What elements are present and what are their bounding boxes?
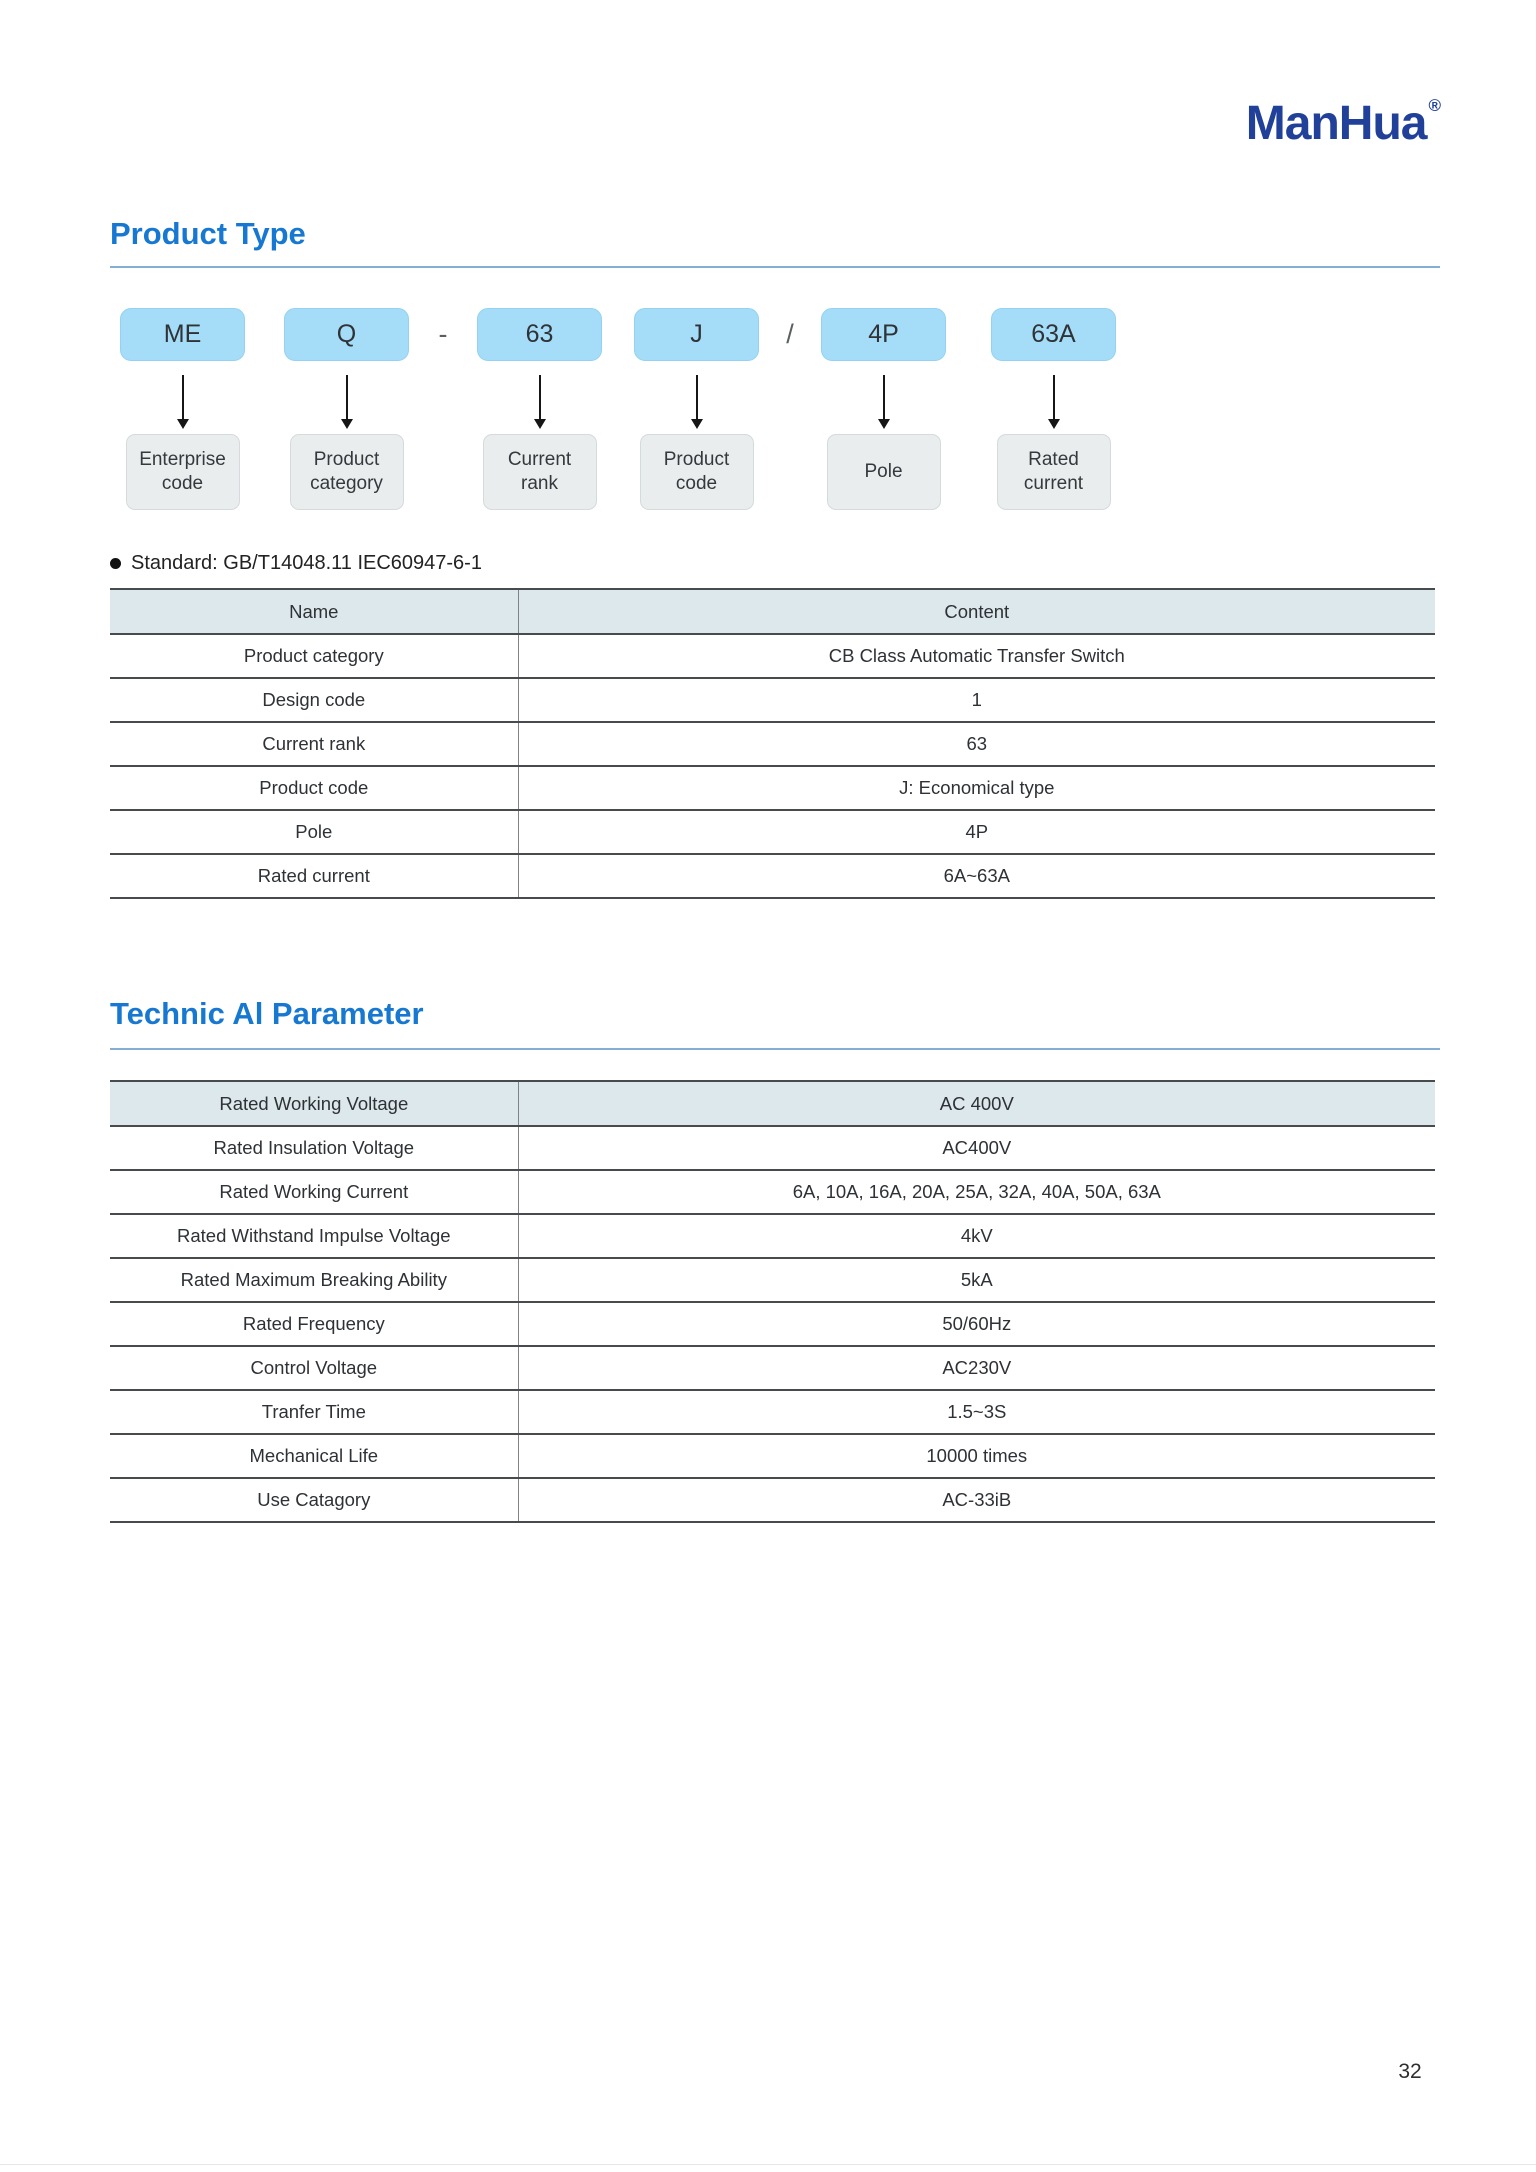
row-name: Rated Maximum Breaking Ability [110,1258,518,1302]
row-content: 4kV [960,1225,993,1246]
row-content: 6A, 10A, 16A, 20A, 25A, 32A, 40A, 50A, 63A [792,1181,1161,1202]
diagram-column-current-rank [477,308,602,510]
table-row [110,722,1435,766]
row-content: 4P [965,821,989,842]
code-box: 4P [821,308,946,361]
down-arrow-icon [341,375,353,431]
page-bottom-divider [0,2164,1536,2165]
table-row [110,1478,1435,1522]
row-name: Control Voltage [110,1346,518,1390]
section-title-product-type: Product Type [110,216,306,251]
row-content: 6A~63A [943,865,1010,886]
row-content: 50/60Hz [942,1313,1012,1334]
table-row [110,1346,1435,1390]
row-content: AC230V [942,1357,1012,1378]
down-arrow-icon [691,375,703,431]
row-content: 5kA [960,1269,993,1290]
row-content: CB Class Automatic Transfer Switch [828,645,1125,666]
type-code-diagram [120,308,1116,510]
row-name: Rated Working Voltage [110,1081,518,1126]
row-name: Rated Frequency [110,1302,518,1346]
row-content: J: Economical type [899,777,1055,798]
code-separator-dash: - [438,319,448,349]
table-row [110,1390,1435,1434]
code-label: Current rank [483,434,597,510]
table-row [110,1214,1435,1258]
table-row [110,854,1435,898]
technical-parameter-table [110,1080,1435,1523]
row-name: Rated Working Current [110,1170,518,1214]
row-content: 1 [971,689,982,710]
bullet-icon [110,558,121,569]
row-content: 10000 times [926,1445,1028,1466]
code-separator-slash: / [786,319,794,349]
code-label: Rated current [997,434,1111,510]
table-row [110,634,1435,678]
table-row [110,1126,1435,1170]
standard-note [110,552,482,575]
code-label: Enterprise code [126,434,240,510]
row-name: Current rank [110,722,518,766]
row-name: Rated Withstand Impulse Voltage [110,1214,518,1258]
page-number: 32 [1398,2060,1422,2083]
diagram-column-enterprise-code [120,308,245,510]
table-row [110,766,1435,810]
code-box: ME [120,308,245,361]
brand-logo-text: ManHua [1245,97,1427,150]
column-header-content: Content [518,589,1435,634]
column-header-name: Name [110,589,518,634]
row-name: Design code [110,678,518,722]
row-name: Mechanical Life [110,1434,518,1478]
row-name: Use Catagory [110,1478,518,1522]
code-box: J [634,308,759,361]
table-row [110,1170,1435,1214]
down-arrow-icon [878,375,890,431]
diagram-column-pole [821,308,946,510]
code-label: Product code [640,434,754,510]
section-title-technical-parameter: Technic Al Parameter [110,996,424,1031]
section-rule [110,266,1440,268]
table-row [110,1434,1435,1478]
code-box: 63 [477,308,602,361]
row-content: 63 [966,733,988,754]
code-label: Pole [827,434,941,510]
row-name: Rated current [110,854,518,898]
row-name: Product category [110,634,518,678]
code-box: Q [284,308,409,361]
row-name: Product code [110,766,518,810]
row-content: AC 400V [518,1081,1435,1126]
row-name: Rated Insulation Voltage [110,1126,518,1170]
diagram-column-rated-current [991,308,1116,510]
product-type-table [110,588,1435,899]
row-content: AC-33iB [942,1489,1012,1510]
table-header-row [110,589,1435,634]
table-row [110,1258,1435,1302]
down-arrow-icon [177,375,189,431]
row-name: Pole [110,810,518,854]
table-row [110,810,1435,854]
table-row [110,1081,1435,1126]
brand-logo [1246,96,1440,151]
section-rule [110,1048,1440,1050]
standard-note-text: Standard: GB/T14048.11 IEC60947-6-1 [131,552,482,574]
down-arrow-icon [534,375,546,431]
row-content: AC400V [942,1137,1012,1158]
table-row [110,678,1435,722]
row-content: 1.5~3S [947,1401,1007,1422]
row-name: Tranfer Time [110,1390,518,1434]
diagram-column-product-code [634,308,759,510]
code-label: Product category [290,434,404,510]
diagram-column-product-category [284,308,409,510]
registered-trademark-icon: ® [1428,96,1440,115]
down-arrow-icon [1048,375,1060,431]
code-box: 63A [991,308,1116,361]
table-row [110,1302,1435,1346]
